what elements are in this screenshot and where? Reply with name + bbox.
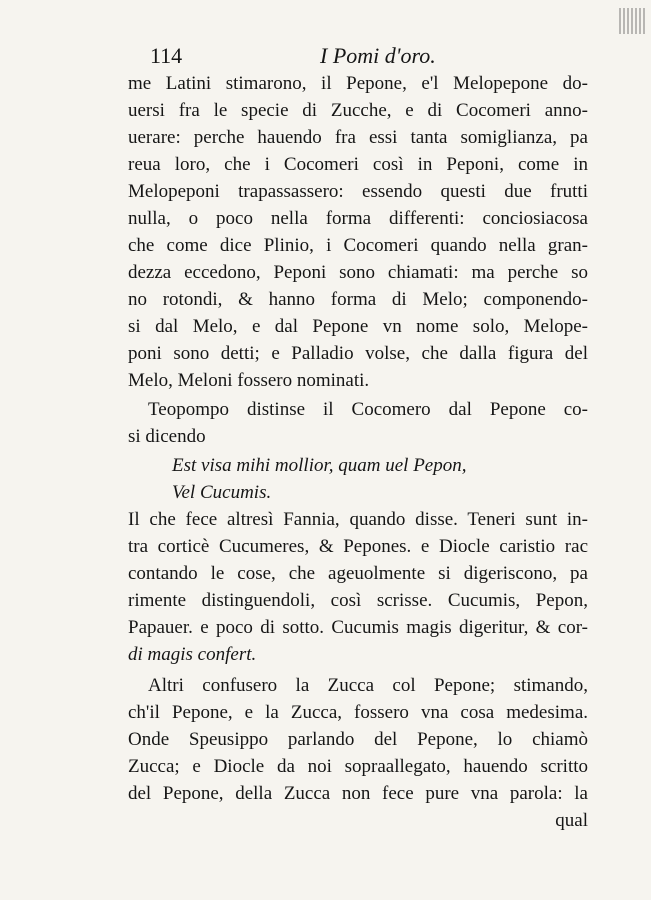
text-line: no rotondi, & hanno forma di Melo; componendo- [128,289,588,310]
text-line: Melopeponi trapassassero: essendo questi due frutti [128,181,588,202]
text-line: uersi fra le specie di Zucche, e di Cocomeri anno- [128,100,588,121]
text-line: dezza eccedono, Peponi sono chiamati: ma perche so [128,262,588,283]
text-line: Onde Speusippo parlando del Pepone, lo chiamò [128,729,588,750]
text-line: uerare: perche hauendo fra essi tanta somiglianza, pa [128,127,588,148]
scan-edge-mark [619,8,645,34]
verse-line: Est visa mihi mollior, quam uel Pepon, [172,455,467,476]
page-number: 114 [150,43,183,68]
text-line: di magis confert. [128,644,257,665]
catchword: qual [555,810,588,831]
text-line: ch'il Pepone, e la Zucca, fossero vna cosa medesima. [128,702,588,723]
running-title: I Pomi d'oro. [320,43,436,68]
text-line: si dicendo [128,426,206,447]
running-head [150,40,450,72]
text-line: del Pepone, della Zucca non fece pure vna parola: la [128,783,588,804]
text-line: Teopompo distinse il Cocomero dal Pepone co- [148,399,588,420]
text-line: poni sono detti; e Palladio volse, che dalla figura del [128,343,588,364]
verse-line: Vel Cucumis. [172,482,272,503]
text-line: rimente distinguendoli, così scrisse. Cucumis, Pepon, [128,590,588,611]
text-line: Papauer. e poco di sotto. Cucumis magis digeritur, & cor- [128,617,588,638]
text-line: che come dice Plinio, i Cocomeri quando nella gran- [128,235,588,256]
text-line: contando le cose, che ageuolmente si digeriscono, pa [128,563,588,584]
text-line: Il che fece altresì Fannia, quando disse. Teneri sunt in- [128,509,588,530]
text-line: me Latini stimarono, il Pepone, e'l Melopepone do- [128,73,588,94]
text-line: tra corticè Cucumeres, & Pepones. e Diocle caristio rac [128,536,588,557]
text-line: si dal Melo, e dal Pepone vn nome solo, Melope- [128,316,588,337]
text-line: Altri confusero la Zucca col Pepone; stimando, [148,675,588,696]
text-line: nulla, o poco nella forma differenti: conciosiacosa [128,208,588,229]
text-line: Melo, Meloni fossero nominati. [128,370,370,391]
text-line: Zucca; e Diocle da noi sopraallegato, hauendo scritto [128,756,588,777]
text-line: reua loro, che i Cocomeri così in Peponi, come in [128,154,588,175]
